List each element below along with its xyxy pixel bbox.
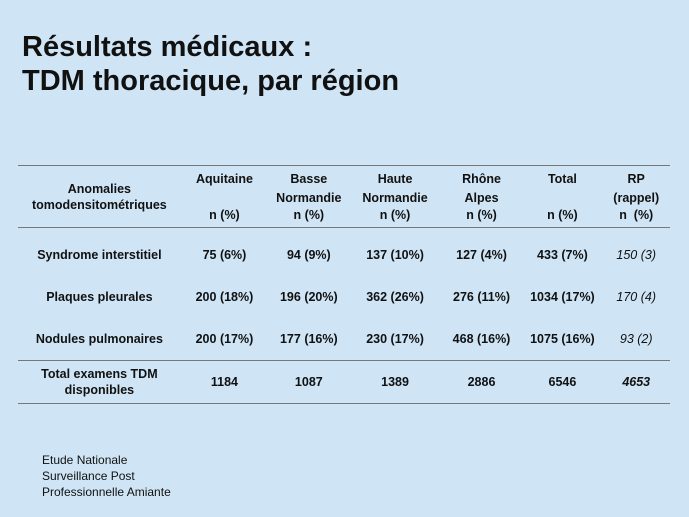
col-header-unit: n (%) xyxy=(619,208,654,222)
col-header-unit: n (%) xyxy=(209,208,240,222)
source-note-line: Etude Nationale xyxy=(42,453,128,467)
col-header-top: Haute Normandie xyxy=(362,172,428,205)
cell-aquitaine: 200 (17%) xyxy=(195,332,254,346)
cell-rp: 93 (2) xyxy=(619,332,653,346)
cell-haute-normandie: 230 (17%) xyxy=(366,332,424,346)
cell-basse-normandie: 177 (16%) xyxy=(279,332,338,346)
table-row xyxy=(18,276,670,318)
table-row xyxy=(18,228,670,277)
title-line-2: TDM thoracique, par région xyxy=(22,65,400,97)
total-row-label: Total examens TDM disponibles xyxy=(41,367,158,397)
col-header-unit: n (%) xyxy=(379,208,411,222)
cell-total: 1075 (16%) xyxy=(530,332,595,346)
total-total: 6546 xyxy=(548,375,577,389)
cell-total: 433 (7%) xyxy=(537,248,588,262)
source-note-line: Surveillance Post xyxy=(42,469,135,483)
source-note-line: Professionnelle Amiante xyxy=(42,485,171,499)
total-aquitaine: 1184 xyxy=(210,375,239,389)
page-title xyxy=(22,30,399,98)
col-header-top: Aquitaine xyxy=(195,172,253,186)
table-total-row xyxy=(18,361,670,404)
title-line-1: Résultats médicaux : xyxy=(22,31,313,63)
col-header-top: Total xyxy=(547,172,577,186)
source-note xyxy=(42,452,171,500)
cell-total: 1034 (17%) xyxy=(530,290,595,304)
cell-basse-normandie: 94 (9%) xyxy=(286,248,331,262)
row-header-cell xyxy=(18,166,181,228)
cell-rp: 170 (4) xyxy=(616,290,657,304)
col-header-unit: n (%) xyxy=(293,208,325,222)
col-header-haute-normandie xyxy=(349,166,440,228)
cell-aquitaine: 75 (6%) xyxy=(202,248,247,262)
cell-rhone-alpes: 276 (11%) xyxy=(453,290,510,304)
col-header-total xyxy=(522,166,602,228)
total-rp: 4653 xyxy=(622,375,651,389)
total-rhone-alpes: 2886 xyxy=(467,375,496,389)
col-header-top: Rhône Alpes xyxy=(462,172,501,205)
col-header-aquitaine xyxy=(181,166,268,228)
col-header-top: Basse Normandie xyxy=(276,172,342,205)
table-header-row xyxy=(18,166,670,228)
cell-haute-normandie: 362 (26%) xyxy=(366,290,424,304)
col-header-rp xyxy=(602,166,670,228)
row-label: Syndrome interstitiel xyxy=(37,248,162,262)
cell-rp: 150 (3) xyxy=(616,248,657,262)
cell-aquitaine: 200 (18%) xyxy=(195,290,254,304)
row-label: Plaques pleurales xyxy=(46,290,153,304)
results-table xyxy=(18,165,670,404)
row-header-label: Anomalies tomodensitométriques xyxy=(32,181,167,212)
col-header-top: RP (rappel) xyxy=(613,172,660,205)
col-header-unit: n (%) xyxy=(547,208,578,222)
total-haute-normandie: 1389 xyxy=(381,375,409,389)
col-header-unit: n (%) xyxy=(466,208,497,222)
table-row xyxy=(18,318,670,361)
row-label: Nodules pulmonaires xyxy=(35,332,163,346)
total-basse-normandie: 1087 xyxy=(294,375,323,389)
col-header-basse-normandie xyxy=(268,166,349,228)
cell-basse-normandie: 196 (20%) xyxy=(279,290,338,304)
cell-haute-normandie: 137 (10%) xyxy=(366,248,424,262)
cell-rhone-alpes: 468 (16%) xyxy=(452,332,511,346)
cell-rhone-alpes: 127 (4%) xyxy=(456,248,507,262)
col-header-rhone-alpes xyxy=(441,166,523,228)
